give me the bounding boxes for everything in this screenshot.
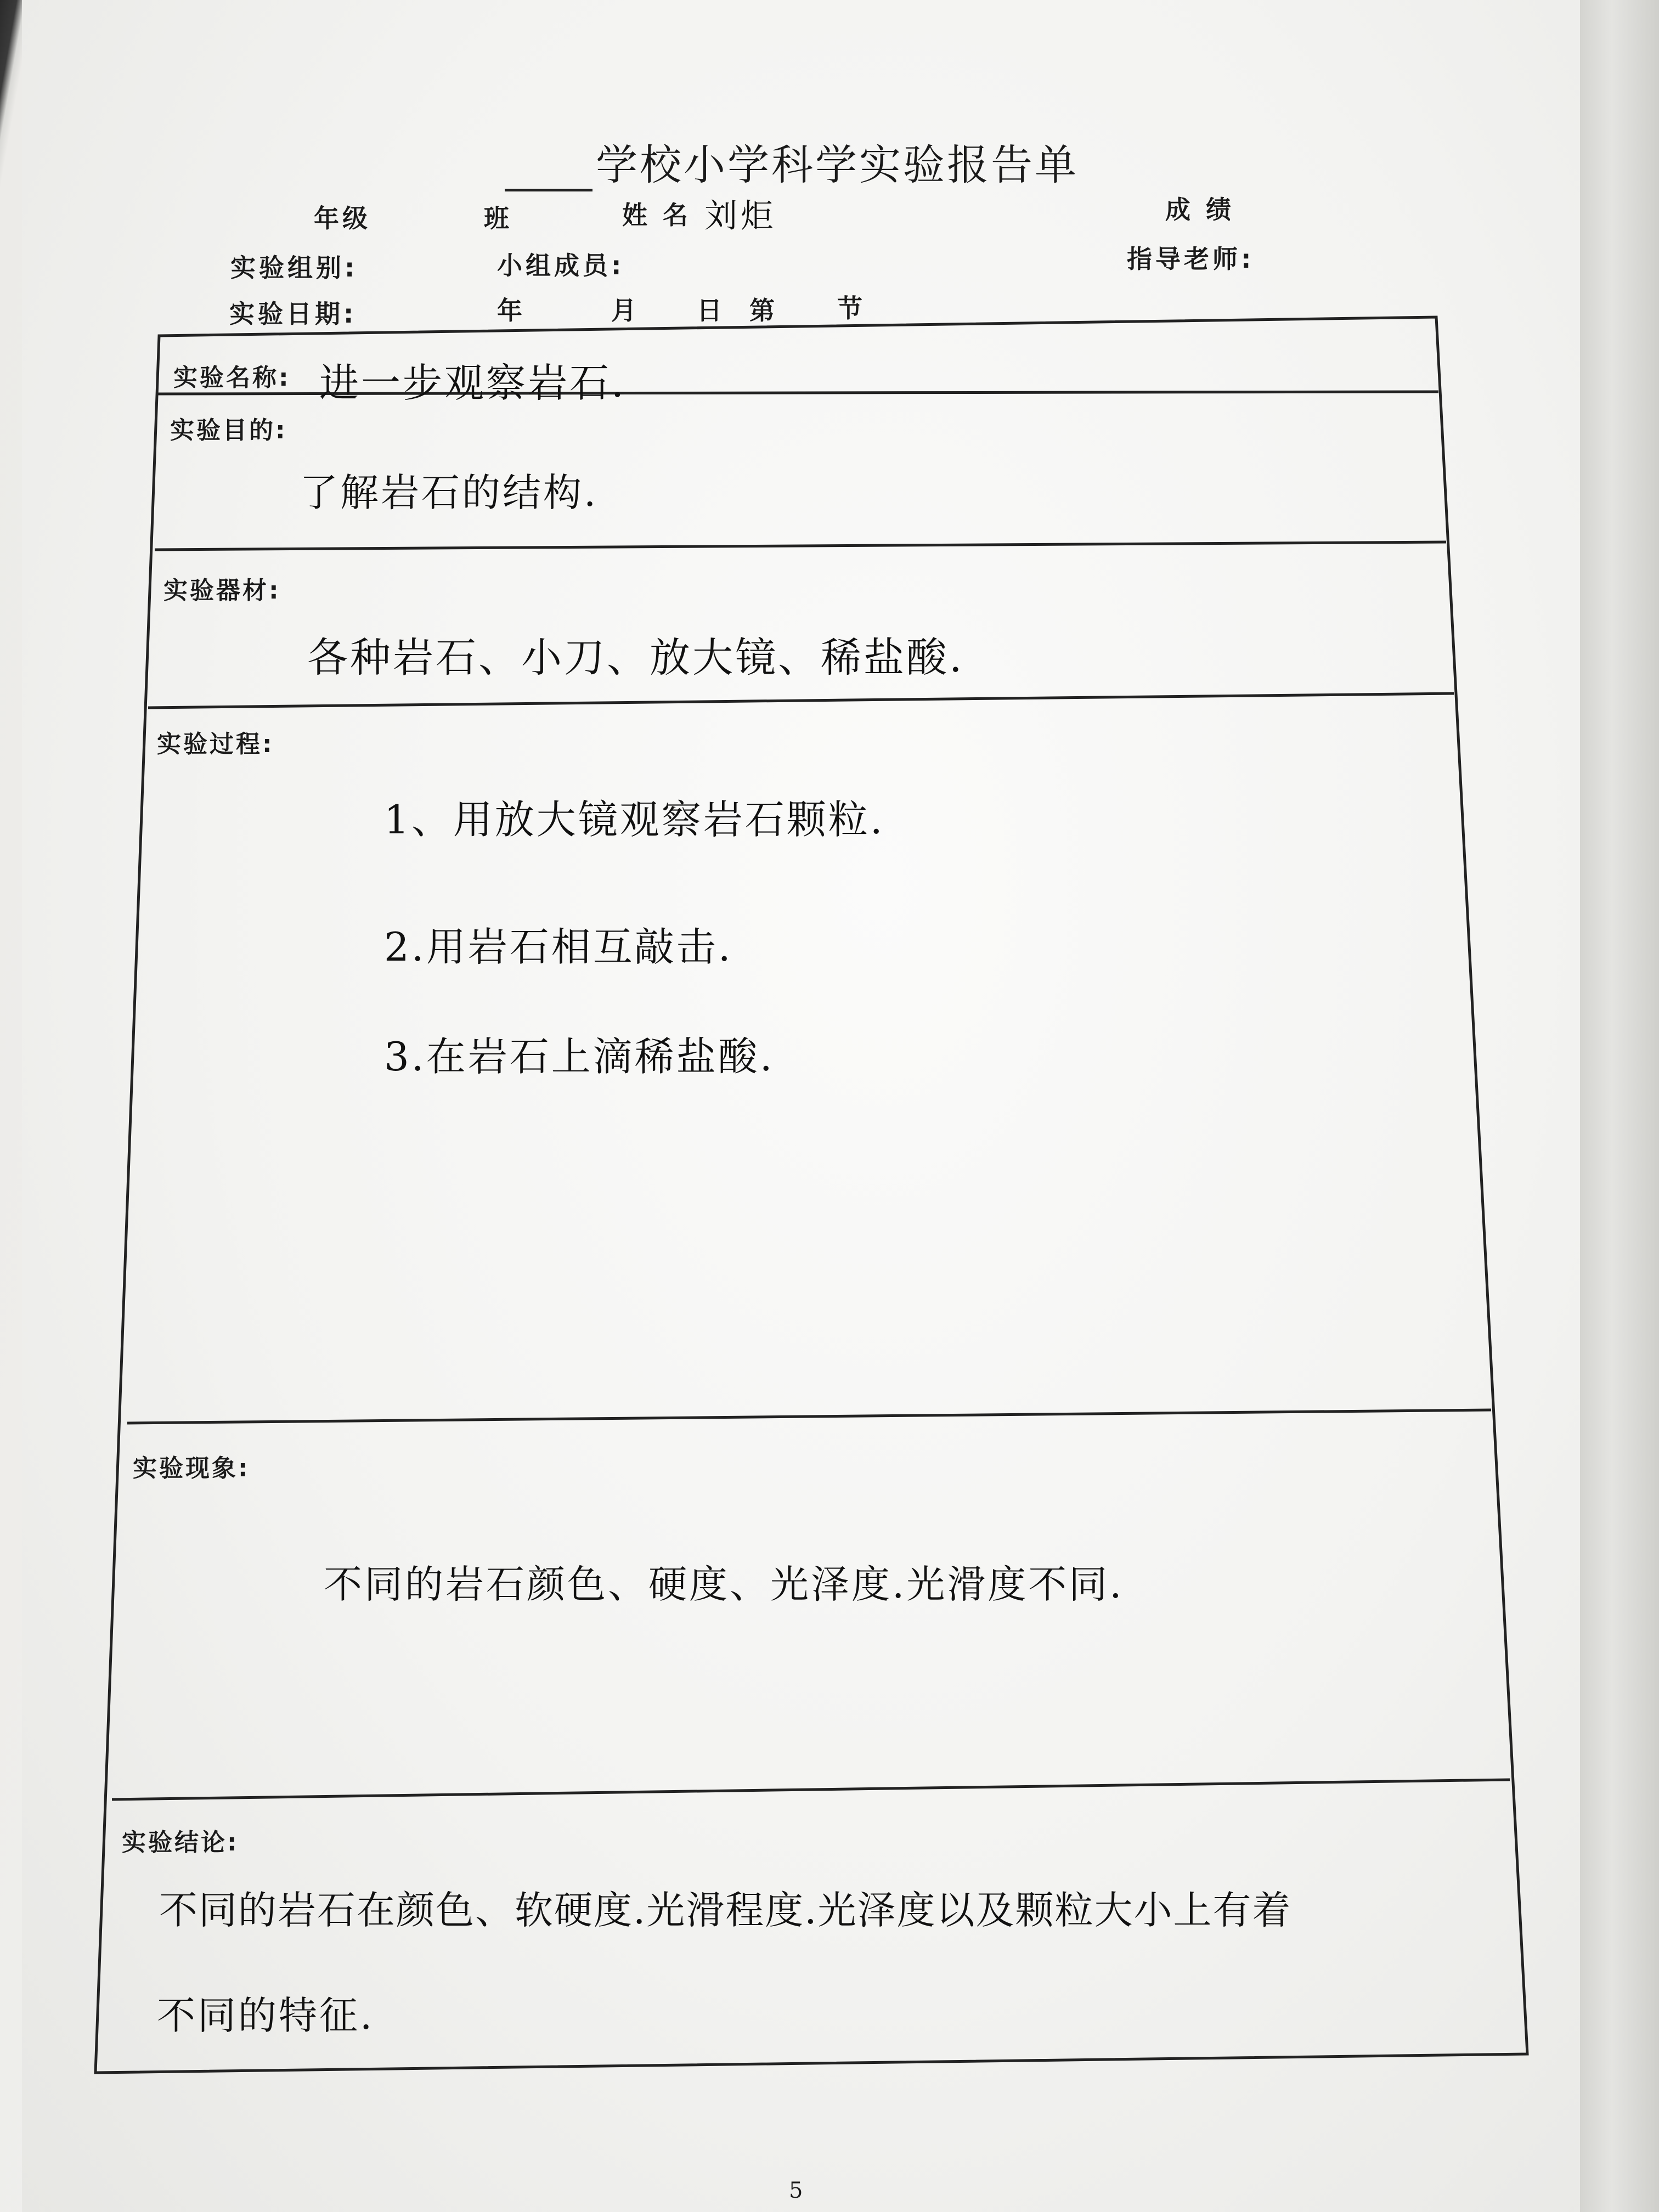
day-label: 日 — [697, 296, 725, 325]
experiment-name-label: 实验名称: — [173, 364, 291, 392]
teacher-label: 指导老师: — [1127, 244, 1255, 274]
process-step-2: 2.用岩石相互敲击. — [384, 924, 733, 970]
experiment-name-value: 进一步观察岩石. — [319, 360, 626, 406]
year-label: 年 — [497, 296, 526, 325]
materials-label: 实验器材: — [163, 577, 281, 605]
members-label: 小组成员: — [497, 251, 625, 280]
name-label: 姓 名 — [622, 200, 692, 230]
title-text: 学校小学科学实验报告单 — [596, 140, 1079, 189]
materials-value: 各种岩石、小刀、放大镜、稀盐酸. — [307, 634, 964, 681]
di-label: 第 — [749, 296, 778, 325]
purpose-value: 了解岩石的结构. — [300, 470, 599, 515]
name-value: 刘炬 — [704, 197, 777, 235]
date-label: 实验日期: — [229, 299, 357, 329]
process-label: 实验过程: — [157, 730, 274, 758]
process-step-1: 1、用放大镜观察岩石颗粒. — [384, 797, 885, 843]
grade-label: 年级 — [314, 204, 371, 233]
period-label: 节 — [837, 294, 866, 323]
month-label: 月 — [611, 296, 640, 325]
score-label: 成 绩 — [1165, 195, 1235, 224]
group-label: 实验组别: — [230, 253, 358, 283]
conclusion-line-1: 不同的岩石在颜色、软硬度.光滑程度.光泽度以及颗粒大小上有着 — [159, 1888, 1292, 1933]
page-number: 5 — [789, 2178, 803, 2203]
conclusion-label: 实验结论: — [122, 1829, 239, 1857]
phenomenon-label: 实验现象: — [133, 1454, 250, 1482]
purpose-label: 实验目的: — [170, 416, 287, 444]
class-label: 班 — [484, 204, 512, 233]
phenomenon-value: 不同的岩石颜色、硬度、光泽度.光滑度不同. — [324, 1562, 1124, 1607]
conclusion-line-2: 不同的特征. — [157, 1993, 375, 2038]
process-step-3: 3.在岩石上滴稀盐酸. — [384, 1034, 775, 1080]
